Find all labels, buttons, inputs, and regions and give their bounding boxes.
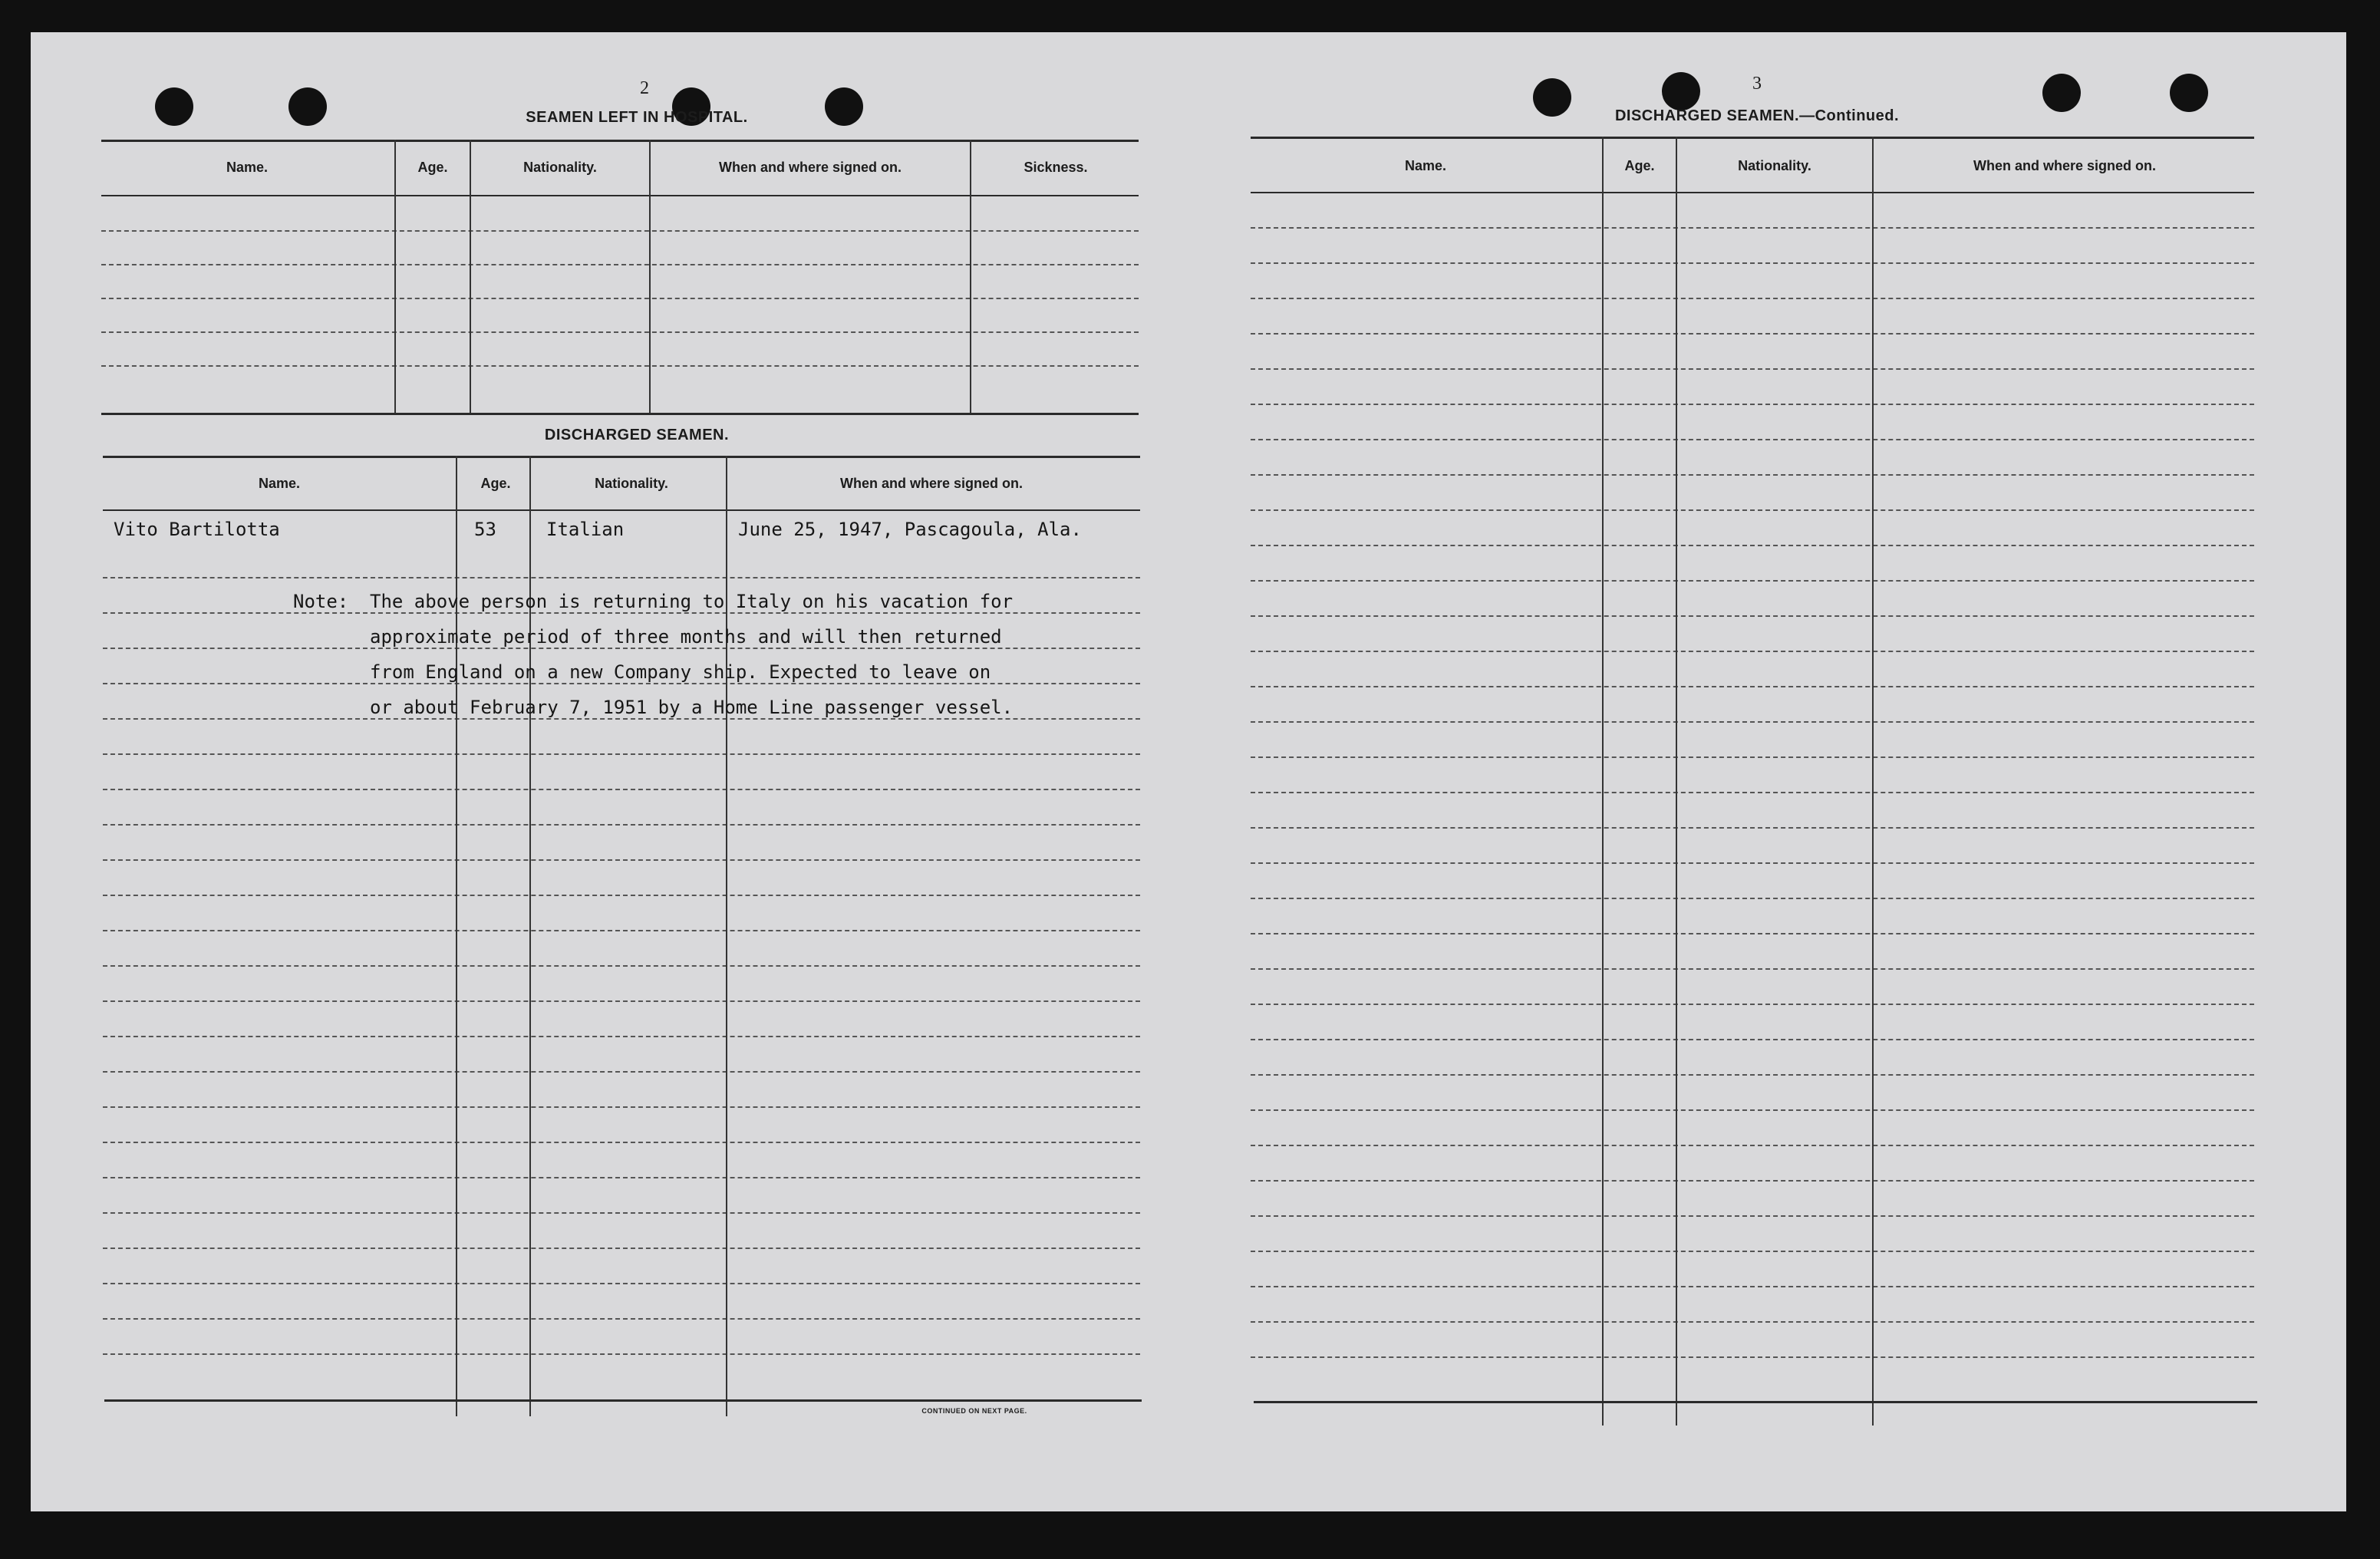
ruled-line bbox=[1251, 898, 2254, 899]
ruled-line bbox=[1251, 333, 2254, 335]
ruled-line bbox=[1251, 474, 2254, 476]
ruled-line bbox=[103, 1212, 1140, 1214]
ruled-line bbox=[103, 859, 1140, 861]
ruled-line bbox=[1251, 1215, 2254, 1217]
note-line: from England on a new Company ship. Expected to leave on bbox=[370, 661, 991, 683]
table-top-rule bbox=[1251, 137, 2254, 139]
column-divider bbox=[394, 140, 396, 413]
ruled-line bbox=[1251, 262, 2254, 264]
column-divider bbox=[1602, 137, 1604, 1426]
ruled-line bbox=[103, 718, 1140, 720]
ruled-line bbox=[103, 612, 1140, 614]
right-page bbox=[1182, 32, 2346, 1511]
ruled-line bbox=[103, 683, 1140, 684]
ruled-line bbox=[103, 1353, 1140, 1355]
ruled-line bbox=[103, 1318, 1140, 1320]
ruled-line bbox=[103, 1177, 1140, 1178]
ruled-line bbox=[1251, 827, 2254, 829]
ruled-line bbox=[1251, 933, 2254, 934]
header-underline bbox=[101, 195, 1139, 196]
header-underline bbox=[1251, 192, 2254, 193]
seaman-age: 53 bbox=[474, 519, 496, 540]
column-divider bbox=[470, 140, 471, 413]
column-header-nationality: Nationality. bbox=[523, 160, 597, 175]
ruled-line bbox=[1251, 862, 2254, 864]
header-underline bbox=[103, 509, 1140, 511]
column-header-name: Name. bbox=[258, 476, 301, 491]
ruled-line bbox=[1251, 1180, 2254, 1182]
column-header-age: Age. bbox=[1624, 158, 1655, 173]
ruled-line bbox=[103, 1071, 1140, 1073]
column-divider bbox=[649, 140, 651, 413]
ruled-line bbox=[1251, 580, 2254, 582]
ruled-line bbox=[1251, 721, 2254, 723]
table-bottom-rule bbox=[1254, 1401, 2257, 1403]
hospital-section-title: SEAMEN LEFT IN HOSPITAL. bbox=[526, 109, 748, 126]
ruled-line bbox=[103, 1000, 1140, 1002]
ruled-line bbox=[1251, 1074, 2254, 1076]
column-divider bbox=[1872, 137, 1874, 1426]
ruled-line bbox=[103, 824, 1140, 826]
ruled-line bbox=[1251, 368, 2254, 370]
ruled-line bbox=[1251, 792, 2254, 793]
ruled-line bbox=[1251, 1109, 2254, 1111]
ruled-line bbox=[103, 648, 1140, 649]
ruled-line bbox=[1251, 404, 2254, 405]
ruled-line bbox=[1251, 1145, 2254, 1146]
ruled-line bbox=[1251, 1321, 2254, 1323]
note-line: approximate period of three months and will then returned bbox=[370, 626, 1002, 648]
document-sheet bbox=[31, 32, 2346, 1511]
discharged-continued-title: DISCHARGED SEAMEN.—Continued. bbox=[1614, 107, 1900, 124]
page-number: 2 bbox=[640, 78, 649, 98]
discharged-section-title: DISCHARGED SEAMEN. bbox=[544, 427, 730, 443]
ruled-line bbox=[103, 1036, 1140, 1037]
ruled-line bbox=[1251, 756, 2254, 758]
ruled-line bbox=[1251, 1004, 2254, 1005]
ruled-line bbox=[1251, 1356, 2254, 1358]
ruled-line bbox=[1251, 651, 2254, 652]
ruled-line bbox=[101, 264, 1139, 265]
ruled-line bbox=[101, 331, 1139, 333]
column-header-age: Age. bbox=[417, 160, 448, 175]
note-label: Note: bbox=[293, 591, 349, 612]
ruled-line bbox=[1251, 439, 2254, 440]
ruled-line bbox=[103, 1106, 1140, 1108]
seaman-signed-on: June 25, 1947, Pascagoula, Ala. bbox=[738, 519, 1082, 540]
page-number: 3 bbox=[1752, 74, 1762, 94]
note-line: The above person is returning to Italy on his vacation for bbox=[370, 591, 1014, 612]
ruled-line bbox=[101, 298, 1139, 299]
table-bottom-rule bbox=[101, 413, 1139, 415]
ruled-line bbox=[103, 930, 1140, 931]
column-header-name: Name. bbox=[1404, 158, 1447, 173]
ruled-line bbox=[103, 789, 1140, 790]
ruled-line bbox=[103, 895, 1140, 896]
ruled-line bbox=[1251, 615, 2254, 617]
note-line: or about February 7, 1951 by a Home Line passenger vessel. bbox=[370, 697, 1014, 718]
column-header-sickness: Sickness. bbox=[1024, 160, 1088, 175]
seaman-name: Vito Bartilotta bbox=[114, 519, 280, 540]
ruled-line bbox=[1251, 1251, 2254, 1252]
seaman-nationality: Italian bbox=[546, 519, 625, 540]
ruled-line bbox=[103, 965, 1140, 967]
column-header-name: Name. bbox=[226, 160, 269, 175]
column-divider bbox=[970, 140, 971, 413]
table-top-rule bbox=[103, 456, 1140, 458]
ruled-line bbox=[103, 753, 1140, 755]
ruled-line bbox=[101, 230, 1139, 232]
ruled-line bbox=[1251, 545, 2254, 546]
column-header-nationality: Nationality. bbox=[1738, 158, 1811, 173]
ruled-line bbox=[103, 1142, 1140, 1143]
ruled-line bbox=[1251, 968, 2254, 970]
column-header-nationality: Nationality. bbox=[595, 476, 668, 491]
ruled-line bbox=[1251, 1286, 2254, 1287]
column-header-age: Age. bbox=[480, 476, 511, 491]
left-page bbox=[31, 32, 1182, 1511]
ruled-line bbox=[1251, 509, 2254, 511]
ruled-line bbox=[103, 1283, 1140, 1284]
ruled-line bbox=[1251, 1039, 2254, 1040]
ruled-line bbox=[1251, 298, 2254, 299]
continued-footer: CONTINUED ON NEXT PAGE. bbox=[921, 1407, 1027, 1415]
column-divider bbox=[1676, 137, 1677, 1426]
ruled-line bbox=[101, 365, 1139, 367]
ruled-line bbox=[1251, 686, 2254, 687]
ruled-line bbox=[103, 1248, 1140, 1249]
ruled-line bbox=[103, 577, 1140, 578]
column-header-signed-on: When and where signed on. bbox=[839, 476, 1024, 491]
table-bottom-rule bbox=[104, 1399, 1142, 1402]
table-top-rule bbox=[101, 140, 1139, 142]
column-header-signed-on: When and where signed on. bbox=[1973, 158, 2157, 173]
ruled-line bbox=[1251, 227, 2254, 229]
column-header-signed-on: When and where signed on. bbox=[718, 160, 902, 175]
